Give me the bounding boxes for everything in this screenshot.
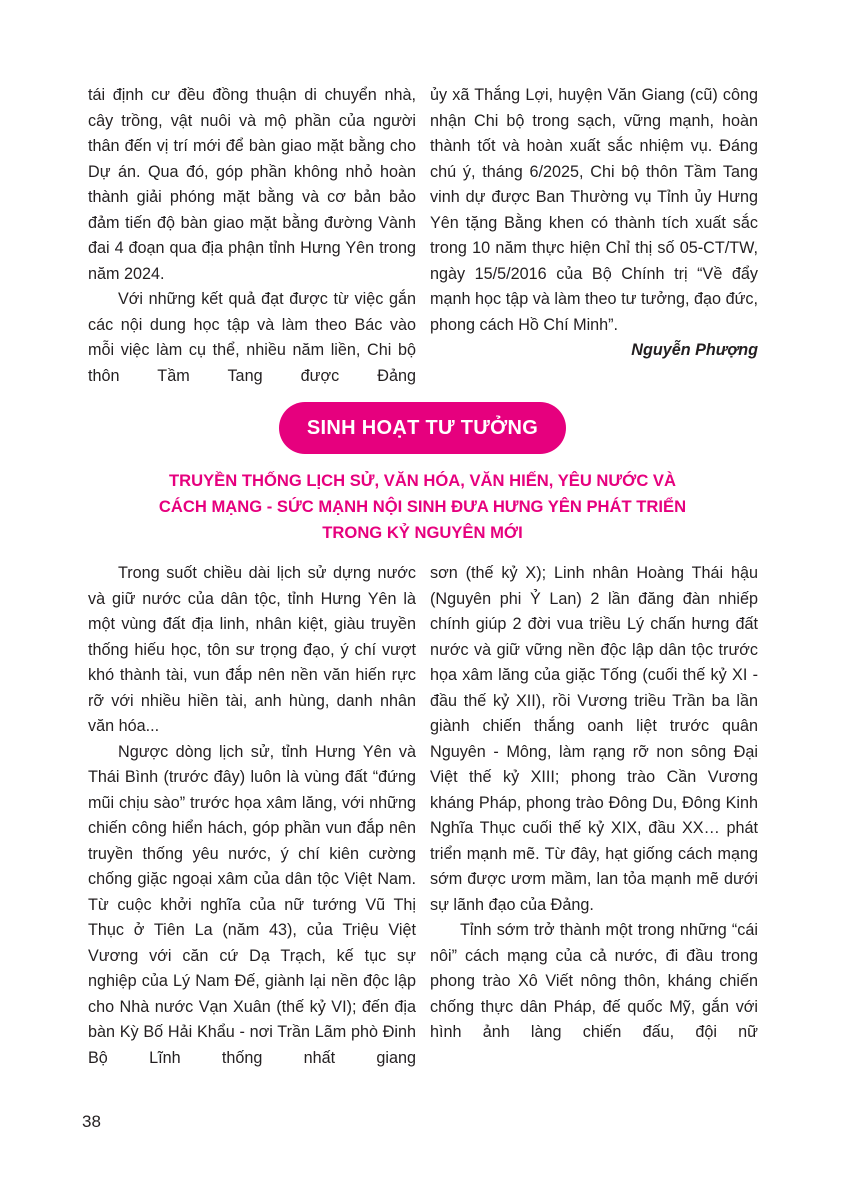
author-name: Nguyễn Phượng [631, 341, 758, 359]
paragraph: Trong suốt chiều dài lịch sử dựng nước và giữ nước của dân tộc, tỉnh Hưng Yên là một vùng đất địa linh, nhân kiệt, giàu truyền thống hiếu học, tôn sư trọng đạo, ý chí vượt khó thành tài, vun đắp nên nền văn hiến rực rỡ với nhiều hiền tài, anh hùng, danh nhân văn hóa... [88, 564, 416, 735]
paragraph: Tỉnh sớm trở thành một trong những “cái nôi” cách mạng của cả nước, đi đầu trong phong trào Xô Viết nông thôn, kháng chiến chống thực dân Pháp, đế quốc Mỹ, gắn với hình ảnh làng chiến đấu, đội nữ [430, 921, 758, 1041]
column-bottom-left [88, 561, 416, 1071]
column-top-left [88, 83, 416, 389]
article-title-line: TRUYỀN THỐNG LỊCH SỬ, VĂN HÓA, VĂN HIẾN, YÊU NƯỚC VÀ [169, 471, 676, 490]
column-top-right [430, 83, 758, 364]
paragraph: ủy xã Thắng Lợi, huyện Văn Giang (cũ) công nhận Chi bộ trong sạch, vững mạnh, hoàn thành tốt và hoàn xuất sắc nhiệm vụ. Đáng chú ý, tháng 6/2025, Chi bộ thôn Tầm Tang vinh dự được Ban Thường vụ Tỉnh ủy Hưng Yên tặng Bằng khen có thành tích xuất sắc trong 10 năm thực hiện Chỉ thị số 05-CT/TW, ngày 15/5/2016 của Bộ Chính trị “Về đẩy mạnh học tập và làm theo tư tưởng, đạo đức, phong cách Hồ Chí Minh”. [430, 86, 758, 334]
article-title-line: TRONG KỶ NGUYÊN MỚI [322, 523, 523, 542]
section-label-badge: SINH HOẠT TƯ TƯỞNG [279, 402, 566, 454]
page-number: 38 [82, 1112, 101, 1131]
article-title-line: CÁCH MẠNG - SỨC MẠNH NỘI SINH ĐƯA HƯNG YÊN PHÁT TRIỂN [158, 497, 687, 516]
paragraph: sơn (thế kỷ X); Linh nhân Hoàng Thái hậu (Nguyên phi Ỷ Lan) 2 lần đăng đàn nhiếp chính giúp 2 đời vua triều Lý chấn hưng đất nước và giữ vững nền độc lập dân tộc trước họa xâm lăng của giặc Tống (cuối thế kỷ XI - đầu thế kỷ XII), rồi Vương triều Trần ba lần giành chiến thắng oanh liệt trước quân Nguyên - Mông, làm rạng rỡ non sông Đại Việt thế kỷ XIII; phong trào Cần Vương kháng Pháp, phong trào Đông Du, Đông Kinh Nghĩa Thục cuối thế kỷ XIX, đầu XX… phát triển mạnh mẽ. Từ đây, hạt giống cách mạng sớm được ươm mầm, lan tỏa mạnh mẽ dưới sự lãnh đạo của Đảng. [430, 564, 758, 914]
paragraph: Ngược dòng lịch sử, tỉnh Hưng Yên và Thái Bình (trước đây) luôn là vùng đất “đứng mũi chịu sào” trước họa xâm lăng, với những chiến công hiển hách, góp phần vun đắp nên truyền thống yêu nước, ý chí kiên cường chống giặc ngoại xâm của dân tộc Việt Nam. Từ cuộc khởi nghĩa của nữ tướng Vũ Thị Thục ở Tiên La (năm 43), của Triệu Việt Vương với căn cứ Dạ Trạch, kế tục sự nghiệp của Lý Nam Đế, giành lại nền độc lập cho Nhà nước Vạn Xuân (thế kỷ VI); đến địa bàn Kỳ Bố Hải Khẩu - nơi Trần Lãm phò Đinh Bộ Lĩnh thống nhất giang [88, 742, 416, 1067]
paragraph: Với những kết quả đạt được từ việc gắn các nội dung học tập và làm theo Bác vào mỗi việc làm cụ thể, nhiều năm liền, Chi bộ thôn Tầm Tang được Đảng [88, 290, 416, 385]
paragraph: tái định cư đều đồng thuận di chuyển nhà, cây trồng, vật nuôi và mộ phần của người thân đến vị trí mới để bàn giao mặt bằng cho Dự án. Qua đó, góp phần không nhỏ hoàn thành giải phóng mặt bằng và cơ bản bảo đảm tiến độ bàn giao mặt bằng đường Vành đai 4 đoạn qua địa phận tỉnh Hưng Yên trong năm 2024. [88, 86, 416, 283]
column-bottom-right [430, 561, 758, 1046]
article-title [100, 468, 745, 546]
